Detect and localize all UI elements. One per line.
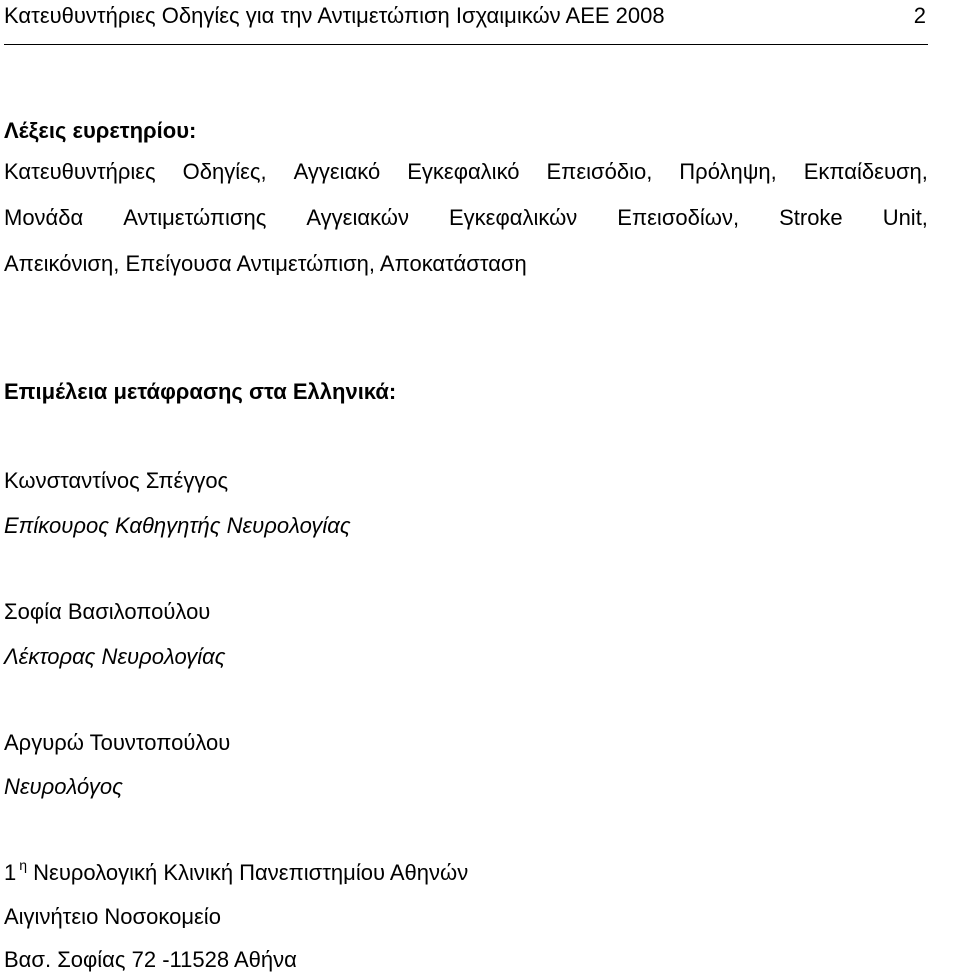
translator-title: Νευρολόγος: [4, 774, 123, 799]
page-header: [4, 0, 928, 45]
keyword-word: Πρόληψη,: [679, 159, 777, 184]
clinic-number: 1: [4, 860, 17, 885]
clinic-address-line: [4, 857, 469, 885]
translator-name: Αργυρώ Τουντοπούλου: [4, 730, 231, 755]
page-number: 2: [913, 3, 926, 28]
keywords-heading: Λέξεις ευρετηρίου:: [4, 118, 197, 143]
keyword-word: Μονάδα: [4, 205, 84, 230]
clinic-ordinal: η: [19, 857, 28, 873]
translator-name: Σοφία Βασιλοπούλου: [4, 599, 211, 624]
keyword-word: Εγκεφαλικό: [407, 159, 520, 184]
keyword-word: Αγγειακών: [306, 205, 409, 230]
street-address: Βασ. Σοφίας 72 -11528 Αθήνα: [4, 947, 297, 972]
translator-name: Κωνσταντίνος Σπέγγος: [4, 468, 229, 493]
keyword-word: Unit,: [882, 205, 928, 230]
translator-title: Επίκουρος Καθηγητής Νευρολογίας: [4, 513, 351, 538]
hospital-name: Αιγινήτειο Νοσοκομείο: [4, 904, 221, 929]
clinic-name: Νευρολογική Κλινική Πανεπιστημίου Αθηνών: [33, 860, 469, 885]
keyword-word: Εγκεφαλικών: [448, 205, 578, 230]
keyword-word: Stroke: [779, 205, 843, 230]
header-title: Κατευθυντήριες Οδηγίες για την Αντιμετώπιση Ισχαιμικών ΑΕΕ 2008: [4, 3, 665, 28]
keywords-line-1: [4, 161, 928, 183]
keyword-word: Εκπαίδευση,: [803, 159, 928, 184]
keywords-line-3: Απεικόνιση, Επείγουσα Αντιμετώπιση, Αποκατάσταση: [4, 251, 527, 276]
translation-heading: Επιμέλεια μετάφρασης στα Ελληνικά:: [4, 379, 397, 404]
keyword-word: Οδηγίες,: [182, 159, 267, 184]
translator-title: Λέκτορας Νευρολογίας: [4, 644, 226, 669]
keyword-word: Κατευθυντήριες: [4, 159, 156, 184]
keywords-line-2: [4, 207, 928, 229]
keyword-word: Επεισοδίων,: [617, 205, 740, 230]
keyword-word: Αγγειακό: [293, 159, 381, 184]
keyword-word: Αντιμετώπισης: [123, 205, 267, 230]
keyword-word: Επεισόδιο,: [546, 159, 653, 184]
